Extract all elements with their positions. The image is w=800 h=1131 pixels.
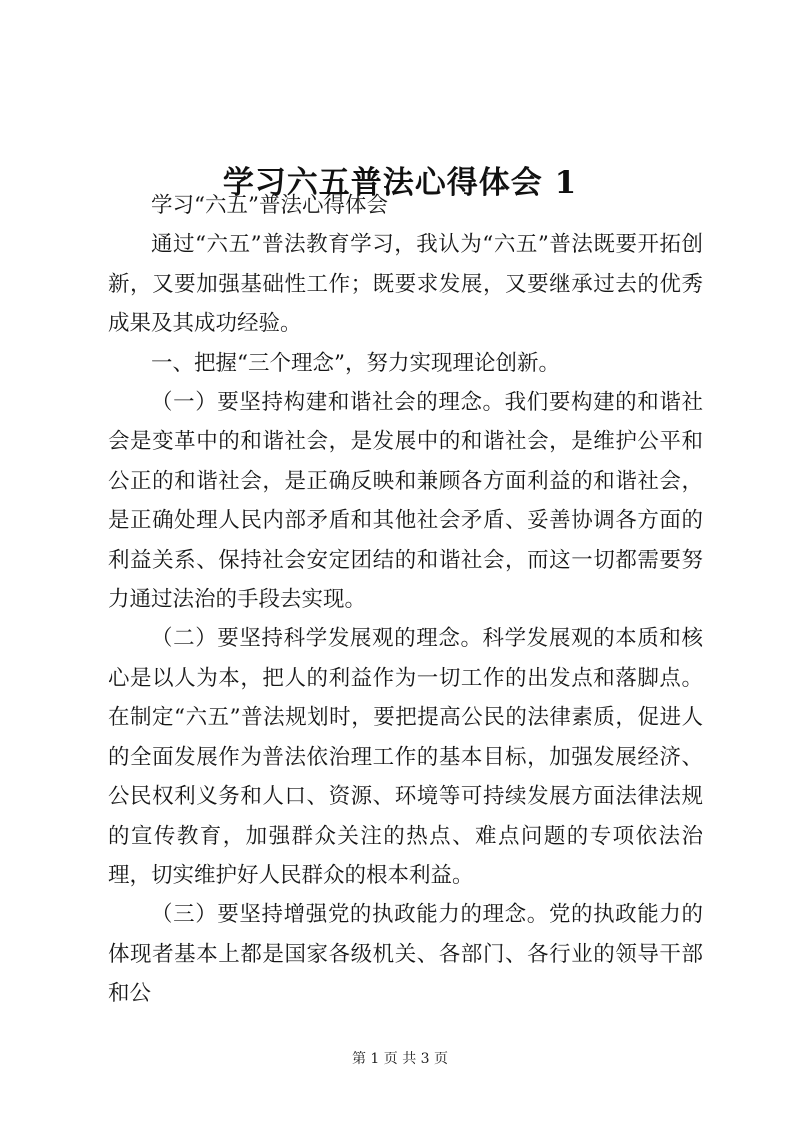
page-footer: 第 1 页 共 3 页 [351,1051,449,1067]
document-title: 学习六五普法心得体会 1 [222,164,578,201]
point-three-paragraph: （三）要坚持增强党的执政能力的理念。党的执政能力的体现者基本上都是国家各级机关、各部门、各行业的领导干部和公 [108,902,703,1007]
point-two-paragraph: （二）要坚持科学发展观的理念。科学发展观的本质和核心是以人为本，把人的利益作为一切工作的出发点和落脚点。在制定“六五”普法规划时，要把提高公民的法律素质，促进人的全面发展作为普法依治理工作的基本目标，加强发展经济、公民权利义务和人口、资源、环境等可持续发展方面法律法规的宣传教育，加强群众关注的热点、难点问题的专项依法治理，切实维护好人民群众的根本利益。 [108,626,703,888]
document-body [108,186,703,1014]
point-one-paragraph: （一）要坚持构建和谐社会的理念。我们要构建的和谐社会是变革中的和谐社会，是发展中的和谐社会，是维护公平和公正的和谐社会，是正确反映和兼顾各方面利益的和谐社会，是正确处理人民内部矛盾和其他社会矛盾、妥善协调各方面的利益关系、保持社会安定团结的和谐社会，而这一切都需要努力通过法治的手段去实现。 [108,390,703,613]
intro-paragraph: 通过“六五”普法教育学习，我认为“六五”普法既要开拓创新，又要加强基础性工作；既要求发展，又要继承过去的优秀成果及其成功经验。 [108,232,703,337]
section-heading-paragraph: 一、把握“三个理念”，努力实现理论创新。 [151,350,560,376]
subtitle-paragraph: 学习“六五”普法心得体会 [151,193,388,218]
